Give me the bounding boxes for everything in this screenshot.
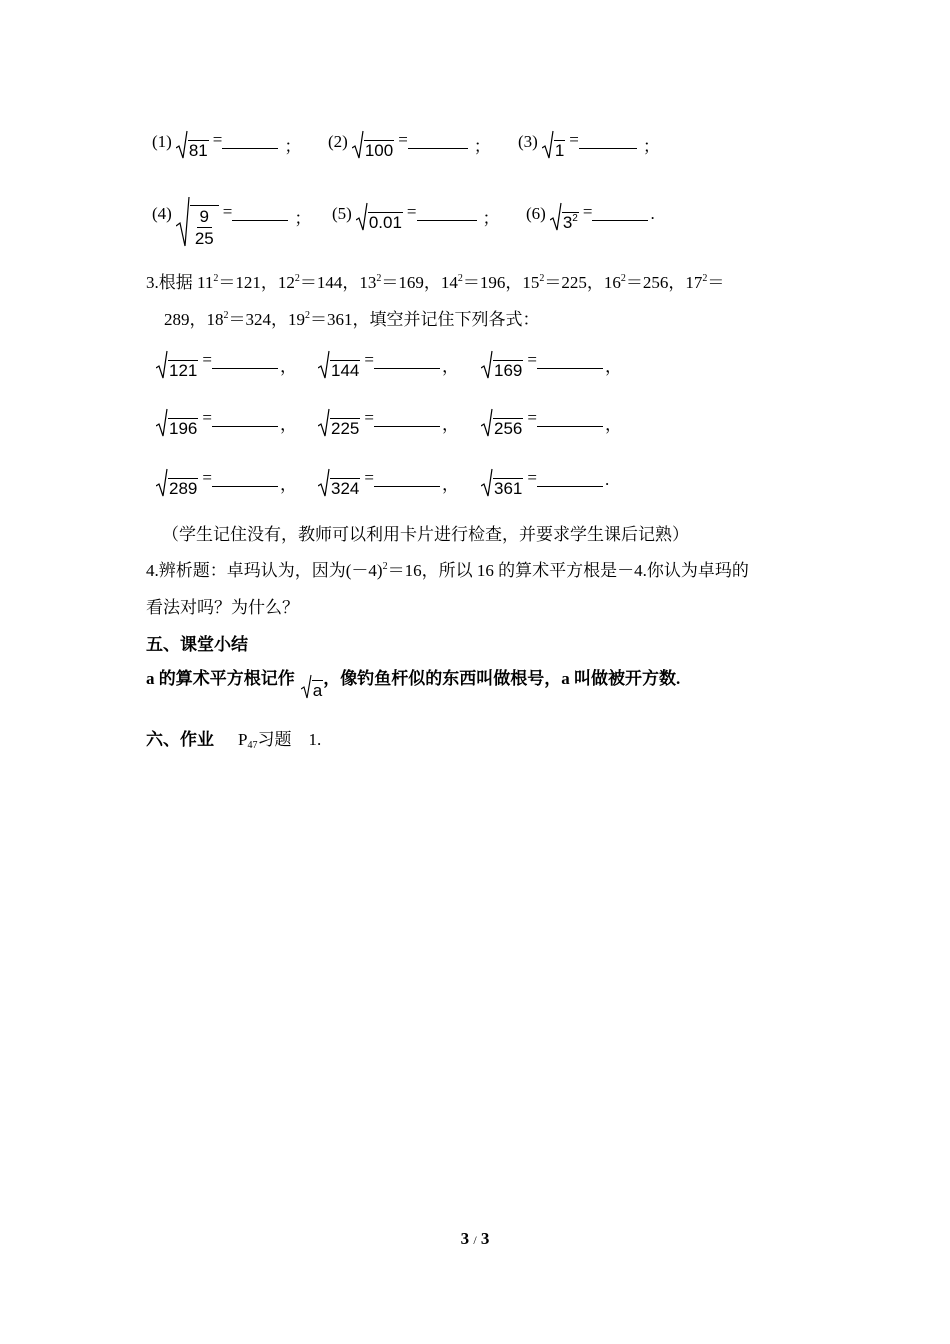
sqrt-expression <box>318 468 360 498</box>
radical-sign-icon <box>481 408 493 438</box>
equals-sign: = <box>364 468 374 487</box>
punctuation: ， <box>604 357 622 376</box>
answer-blank[interactable] <box>212 354 278 369</box>
radicand: 169 <box>494 361 523 380</box>
equals-sign: = <box>406 202 417 221</box>
exercise-2 <box>328 130 491 160</box>
punctuation: ； <box>482 209 500 228</box>
sqrt-grid-item <box>156 468 297 498</box>
exercise-label: (3) <box>518 132 538 151</box>
punctuation: ， <box>441 475 459 494</box>
answer-blank[interactable] <box>537 354 603 369</box>
equals-sign: = <box>202 468 212 487</box>
answer-blank[interactable] <box>374 412 440 427</box>
answer-blank[interactable] <box>592 206 648 221</box>
fraction <box>190 205 219 248</box>
punctuation: ， <box>279 357 297 376</box>
square-fact: $19^2=361$ <box>288 310 353 329</box>
radicand: 256 <box>494 419 523 438</box>
square-fact: $13^2=169$ <box>359 273 424 292</box>
sqrt-expression <box>481 468 523 498</box>
radicand: a <box>312 681 323 700</box>
exercise-label: (5) <box>332 204 352 223</box>
punctuation: . <box>650 204 655 223</box>
q3-prefix: 3.根据 <box>146 273 197 292</box>
answer-blank[interactable] <box>232 206 288 221</box>
radicand: 324 <box>331 479 360 498</box>
equals-sign: = <box>222 202 233 221</box>
punctuation: ； <box>294 209 312 228</box>
sqrt-expression <box>156 408 198 438</box>
punctuation: . <box>604 470 610 489</box>
punctuation: ； <box>642 137 660 156</box>
radical-sign-icon <box>318 408 330 438</box>
radicand <box>562 212 579 232</box>
radical-sign-icon <box>318 350 330 380</box>
punctuation: ， <box>441 415 459 434</box>
answer-blank[interactable] <box>417 206 477 221</box>
radicand-base: 3 <box>562 213 573 232</box>
equals-sign: = <box>364 408 374 427</box>
answer-blank[interactable] <box>579 134 637 149</box>
sqrt-fraction-expression <box>176 196 219 248</box>
teacher-note: （学生记住没有，教师可以利用卡片进行检查，并要求学生课后记熟） <box>162 525 689 544</box>
sqrt-expression <box>156 350 198 380</box>
equals-sign: = <box>212 130 223 149</box>
equals-sign: = <box>364 350 374 369</box>
punctuation: ， <box>279 475 297 494</box>
sqrt-expression <box>352 130 394 160</box>
radicand: 100 <box>364 141 394 160</box>
sqrt-grid-item <box>156 350 297 380</box>
sqrt-grid-item <box>318 350 459 380</box>
section-5-text: a 的算术平方根记作 a ，像钓鱼杆似的东西叫做根号，a 叫做被开方数. <box>146 669 681 700</box>
sqrt-grid-item <box>318 408 459 438</box>
exercise-5 <box>332 202 500 232</box>
answer-blank[interactable] <box>222 134 278 149</box>
radical-sign-icon <box>356 202 368 232</box>
radical-sign-icon <box>550 202 562 232</box>
equals-sign: = <box>202 350 212 369</box>
radicand: 121 <box>169 361 198 380</box>
radicand: 0.01 <box>368 213 402 232</box>
sqrt-grid-item <box>156 408 297 438</box>
radical-sign-icon <box>156 408 168 438</box>
answer-blank[interactable] <box>212 472 278 487</box>
radical-sign-icon <box>176 130 188 160</box>
radical-sign-icon <box>156 468 168 498</box>
exercise-label: (1) <box>152 132 172 151</box>
radical-sign-icon <box>176 196 190 248</box>
radicand: 144 <box>331 361 360 380</box>
radical-sign-icon <box>481 350 493 380</box>
radical-sign-icon <box>542 130 554 160</box>
exercise-6 <box>526 202 655 232</box>
sqrt-expression <box>156 468 198 498</box>
sqrt-expression <box>318 350 360 380</box>
answer-blank[interactable] <box>374 472 440 487</box>
radicand-exponent: 2 <box>572 213 578 224</box>
sqrt-grid-item <box>481 350 622 380</box>
punctuation: ； <box>473 137 491 156</box>
radical-sign-icon <box>156 350 168 380</box>
square-fact: $15^2=225$ <box>522 273 587 292</box>
square-fact: $11^2=121$ <box>197 273 261 292</box>
punctuation: ， <box>279 415 297 434</box>
q3-line2: 289，$18^2=324$，$19^2=361$，填空并记住下列各式： <box>164 310 540 329</box>
sqrt-grid-item <box>318 468 459 498</box>
radicand: 289 <box>169 479 198 498</box>
exercise-label: (2) <box>328 132 348 151</box>
answer-blank[interactable] <box>212 412 278 427</box>
square-fact: $12^2=144$ <box>277 273 343 292</box>
page-number: 3 / 3 <box>460 1229 490 1248</box>
answer-blank[interactable] <box>408 134 468 149</box>
square-fact: $14^2=196$ <box>440 273 506 292</box>
exercise-label: (4) <box>152 204 172 223</box>
square-fact: $17^2=$ <box>685 273 725 292</box>
exercise-4 <box>152 196 311 248</box>
punctuation: ， <box>441 357 459 376</box>
answer-blank[interactable] <box>537 472 603 487</box>
equals-sign: = <box>398 130 408 149</box>
equals-sign: = <box>527 408 537 427</box>
radical-sign-icon <box>301 674 312 700</box>
radicand: 196 <box>169 419 198 438</box>
answer-blank[interactable] <box>374 354 440 369</box>
section-6-title: 六、作业 <box>146 730 214 749</box>
radicand: 1 <box>554 141 565 160</box>
exercise-3 <box>518 130 660 160</box>
sqrt-expression <box>318 408 360 438</box>
radical-sign-icon <box>352 130 364 160</box>
sqrt-expression <box>542 130 565 160</box>
q4-line1: 4.辨析题：卓玛认为，因为$(-4)^2=16$，所以 16 的算术平方根是－4.你认为卓玛的 <box>146 561 749 580</box>
sqrt-expression <box>481 350 523 380</box>
square-fact: $16^2=256$ <box>603 273 669 292</box>
radical-sign-icon <box>318 468 330 498</box>
sqrt-grid-item <box>481 468 609 498</box>
radicand: 81 <box>188 141 208 160</box>
exercise-label: (6) <box>526 204 546 223</box>
homework-text: $P_{47}$习题 1. <box>238 730 322 751</box>
section-5-title: 五、课堂小结 <box>146 635 248 654</box>
sqrt-expression <box>550 202 579 232</box>
equals-sign: = <box>527 468 537 487</box>
sqrt-expression <box>301 674 323 700</box>
radical-sign-icon <box>481 468 493 498</box>
sqrt-expression <box>481 408 523 438</box>
punctuation: ， <box>604 415 622 434</box>
sqrt-expression <box>356 202 403 232</box>
equals-sign: = <box>202 408 212 427</box>
fraction-denominator: 25 <box>194 229 214 248</box>
fraction-numerator: 9 <box>197 206 212 228</box>
q4-line2: 看法对吗？为什么？ <box>146 598 299 617</box>
radicand: 361 <box>494 479 523 498</box>
sqrt-grid-item <box>481 408 622 438</box>
answer-blank[interactable] <box>537 412 603 427</box>
punctuation: ； <box>284 137 302 156</box>
radicand: 225 <box>331 419 360 438</box>
sqrt-expression <box>176 130 209 160</box>
q3-line1: 3.根据 $11^2=121$，$12^2=144$，$13^2=169$，$14^2=196$，$15^2=225$，$16^2=256$，$17^2=$ <box>146 273 725 292</box>
equals-sign: = <box>527 350 537 369</box>
equals-sign: = <box>569 130 579 149</box>
section-6 <box>146 729 321 751</box>
exercise-1 <box>152 130 301 160</box>
equals-sign: = <box>582 202 593 221</box>
square-fact: $18^2=324$ <box>206 310 271 329</box>
